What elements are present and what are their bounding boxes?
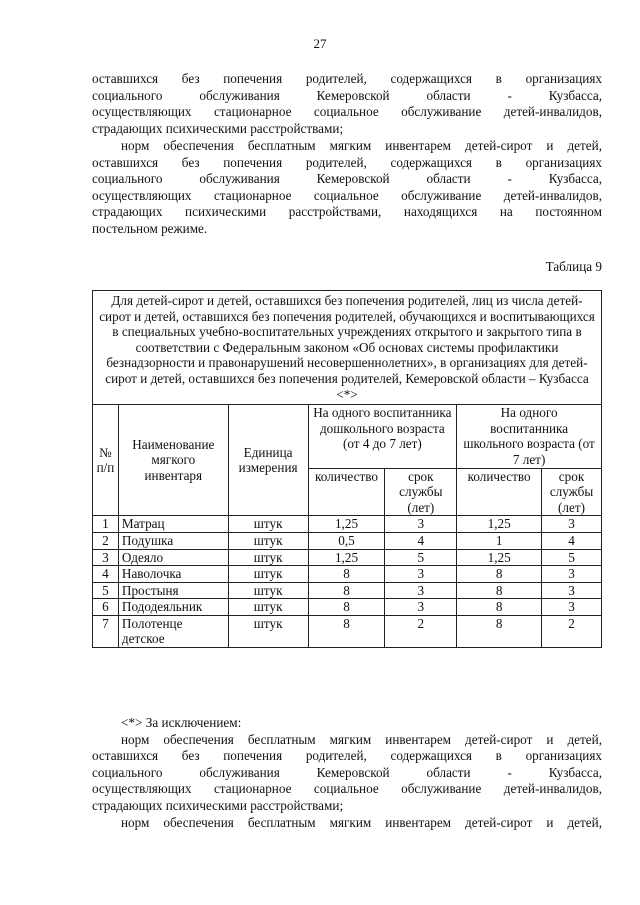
paragraph-2 [92, 138, 602, 238]
row-preschool-quantity: 1,25 [308, 516, 385, 533]
table-row [93, 532, 602, 549]
header-unit: Единица измерения [228, 405, 308, 516]
row-preschool-quantity: 1,25 [308, 549, 385, 566]
page-number: 27 [313, 36, 327, 51]
text-line: осуществляющих стационарное социальное обслуживание детей-инвалидов, [92, 781, 602, 797]
row-school-quantity: 1,25 [457, 516, 542, 533]
table-row [93, 566, 602, 583]
text-line: норм обеспечения бесплатным мягким инвентарем детей-сирот и детей, [121, 731, 602, 747]
row-unit: штук [228, 566, 308, 583]
row-school-service-life: 3 [542, 516, 602, 533]
text-line: социального обслуживания Кемеровской области - Кузбасса, [92, 87, 602, 103]
row-preschool-service-life: 3 [385, 599, 457, 616]
row-school-service-life: 3 [542, 599, 602, 616]
text-line: оставшихся без попечения родителей, содержащихся в организациях [92, 71, 602, 86]
text-line: страдающих психическими расстройствами, находящихся на постоянном [92, 204, 602, 220]
row-preschool-service-life: 4 [385, 532, 457, 549]
text-line: постельном режиме. [92, 220, 208, 236]
text-line: оставшихся без попечения родителей, содержащихся в организациях [92, 154, 602, 170]
row-school-service-life: 3 [542, 566, 602, 583]
row-preschool-service-life: 2 [385, 615, 457, 647]
row-name: Одеяло [118, 549, 228, 566]
row-preschool-quantity: 0,5 [308, 532, 385, 549]
row-school-service-life: 3 [542, 582, 602, 599]
row-name: Матрац [118, 516, 228, 533]
row-name: Пододеяльник [118, 599, 228, 616]
text-line: осуществляющих стационарное социальное обслуживание детей-инвалидов, [92, 187, 602, 203]
text-line: страдающих психическими расстройствами; [92, 797, 344, 813]
row-unit: штук [228, 516, 308, 533]
row-num: 1 [93, 516, 119, 533]
row-name: Полотенце детское [118, 615, 228, 647]
row-unit: штук [228, 549, 308, 566]
row-school-service-life: 5 [542, 549, 602, 566]
row-preschool-service-life: 3 [385, 566, 457, 583]
row-num: 7 [93, 615, 119, 647]
row-school-quantity: 8 [457, 566, 542, 583]
row-preschool-service-life: 3 [385, 516, 457, 533]
norms-table [92, 290, 602, 648]
text-line: социального обслуживания Кемеровской области - Кузбасса, [92, 764, 602, 780]
row-school-quantity: 1 [457, 532, 542, 549]
footnote-section [92, 715, 602, 831]
row-preschool-service-life: 3 [385, 582, 457, 599]
row-name: Наволочка [118, 566, 228, 583]
table-row [93, 582, 602, 599]
header-school-quantity: количество [457, 468, 542, 516]
header-school-service-life: срок службы (лет) [542, 468, 602, 516]
header-name: Наименование мягкого инвентаря [118, 405, 228, 516]
row-school-quantity: 1,25 [457, 549, 542, 566]
row-preschool-quantity: 8 [308, 566, 385, 583]
row-name: Простыня [118, 582, 228, 599]
text-line: оставшихся без попечения родителей, содержащихся в организациях [92, 748, 602, 764]
text-line: страдающих психическими расстройствами; [92, 120, 344, 136]
row-unit: штук [228, 582, 308, 599]
table-row [93, 516, 602, 533]
row-school-quantity: 8 [457, 599, 542, 616]
row-unit: штук [228, 615, 308, 647]
table-row [93, 599, 602, 616]
text-line: норм обеспечения бесплатным мягким инвентарем детей-сирот и детей, [121, 138, 602, 153]
table-caption: Для детей-сирот и детей, оставшихся без попечения родителей, лиц из числа детей-сирот и детей, оставшихся без попечения родителей, обучающихся и воспитывающихся в специальных учебно-воспитательных учреждениях открытого и закрытого типа в соответствии с Федеральным законом «Об основах системы профилактики безнадзорности и правонарушений несовершеннолетних», в организациях для детей-сирот и детей, оставшихся без попечения родителей, Кемеровской области – Кузбасса <*> [93, 291, 602, 405]
row-num: 4 [93, 566, 119, 583]
row-num: 3 [93, 549, 119, 566]
text-line: норм обеспечения бесплатным мягким инвентарем детей-сирот и детей, [121, 814, 602, 830]
row-preschool-quantity: 8 [308, 615, 385, 647]
row-unit: штук [228, 532, 308, 549]
footnote-intro: <*> За исключением: [121, 715, 242, 730]
row-name: Подушка [118, 532, 228, 549]
row-preschool-quantity: 8 [308, 599, 385, 616]
row-school-quantity: 8 [457, 582, 542, 599]
text-line: осуществляющих стационарное социальное обслуживание детей-инвалидов, [92, 104, 602, 120]
row-preschool-service-life: 5 [385, 549, 457, 566]
header-num: № п/п [93, 405, 119, 516]
row-num: 6 [93, 599, 119, 616]
table-label: Таблица 9 [545, 259, 602, 274]
row-num: 5 [93, 582, 119, 599]
text-line: социального обслуживания Кемеровской области - Кузбасса, [92, 171, 602, 187]
row-school-service-life: 4 [542, 532, 602, 549]
row-unit: штук [228, 599, 308, 616]
row-school-service-life: 2 [542, 615, 602, 647]
header-preschool-service-life: срок службы (лет) [385, 468, 457, 516]
row-preschool-quantity: 8 [308, 582, 385, 599]
header-school: На одного воспитанника школьного возраста (от 7 лет) [457, 405, 602, 468]
row-school-quantity: 8 [457, 615, 542, 647]
paragraph-1 [92, 71, 602, 137]
row-num: 2 [93, 532, 119, 549]
table-row [93, 549, 602, 566]
header-preschool-quantity: количество [308, 468, 385, 516]
header-preschool: На одного воспитанника дошкольного возраста (от 4 до 7 лет) [308, 405, 457, 468]
table-row [93, 615, 602, 647]
